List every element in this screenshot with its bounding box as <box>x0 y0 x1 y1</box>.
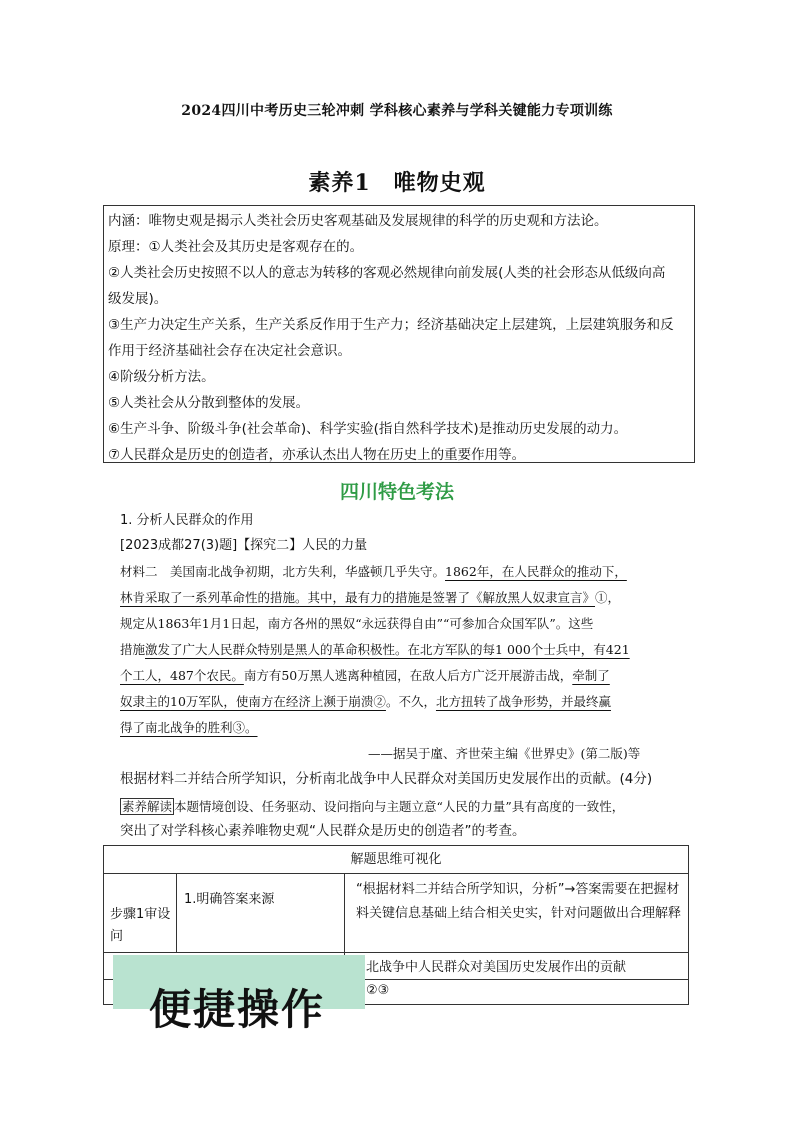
material-line-7 <box>120 715 258 741</box>
analysis-text: 本题情境创设、任务驱动、设问指向与主题立意“人民的力量”具有高度的一致性， <box>174 799 625 814</box>
material-line-5 <box>120 663 610 689</box>
principle-line: 内涵：唯物史观是揭示人类社会历史客观基础及发展规律的科学的历史观和方法论。 <box>108 213 608 229</box>
principle-line: ⑥生产斗争、阶级斗争(社会革命)、科学实验(指自然科学技术)是推动历史发展的动力。 <box>108 421 628 437</box>
material-line-1 <box>120 559 627 585</box>
quick-action-label: 便捷操作 <box>149 985 326 1034</box>
principle-line: ⑤人类社会从分散到整体的发展。 <box>108 395 310 411</box>
material-text: 。不久， <box>385 694 436 709</box>
material-line-4 <box>120 637 630 663</box>
principle-line: 级发展)。 <box>108 291 168 307</box>
material-underlined-text: 激发了广大人民群众特别是黑人的革命积极性。在北方军队的每1 000个士兵中，有421 <box>145 642 630 657</box>
material-text: 材料二 美国南北战争初期，北方失利，华盛顿几乎失守。 <box>120 564 446 579</box>
quick-action-banner[interactable] <box>113 955 365 1034</box>
table-divider <box>104 873 688 874</box>
principle-line: 作用于经济基础社会存在决定社会意识。 <box>108 343 351 359</box>
principle-line: ②人类社会历史按照不以人的意志为转移的客观必然规律向前发展(人类的社会形态从低级向高 <box>108 265 666 281</box>
material-underlined-text: 牵制了 <box>572 668 610 683</box>
analysis-tag: 素养解读 <box>122 799 173 814</box>
material-underlined-text: 北方扭转了战争形势，并最终赢 <box>435 694 611 709</box>
material-source: ——据吴于廑、齐世荣主编《世界史》(第二版)等 <box>368 746 641 761</box>
material-text: 南方有50万黑人逃离种植园，在敌人后方广泛开展游击战， <box>243 668 573 683</box>
table-divider <box>176 873 177 952</box>
material-text: ①， <box>595 590 621 605</box>
table-divider <box>104 952 688 953</box>
question-prompt: 根据材料二并结合所学知识，分析南北战争中人民群众对美国历史发展作出的贡献。(4分) <box>120 771 653 787</box>
analysis-line-2: 突出了对学科核心素养唯物史观“人民群众是历史的创造者”的考查。 <box>120 823 526 839</box>
table-row-text: ②③ <box>366 983 390 998</box>
material-line-3: 规定从1863年1月1日起，南方各州的黑奴“永远获得自由”“可参加合众国军队”。这些 <box>120 616 594 631</box>
step-description: “根据材料二并结合所学知识，分析”→答案需要在把握材料关键信息基础上结合相关史实，针对问题做出合理解释 <box>356 882 682 921</box>
step-subtitle: 1.明确答案来源 <box>184 892 275 907</box>
principle-line: ⑦人民群众是历史的创造者，亦承认杰出人物在历史上的重要作用等。 <box>108 447 526 463</box>
principle-box <box>103 205 695 463</box>
material-underlined-text: 10万军队，使南方在经济上濒于崩溃② <box>170 694 386 709</box>
section-heading: 素养1 唯物史观 <box>308 170 486 196</box>
material-underlined-text: 1862年，在人民群众的推动下， <box>445 564 627 579</box>
principle-line: ④阶级分析方法。 <box>108 369 215 385</box>
material-underlined-text: 林肯采取了一系列革命性的措施。其中，最有力的措施是签署了《解放黑人奴隶宣言》 <box>120 590 596 605</box>
principle-line: ③生产力决定生产关系，生产关系反作用于生产力；经济基础决定上层建筑，上层建筑服务和反 <box>108 317 674 333</box>
material-underlined-text: 得了南北战争的胜利③。 <box>120 720 258 735</box>
question-item-title: 1. 分析人民群众的作用 <box>120 513 254 528</box>
material-line-2 <box>120 585 620 611</box>
table-header: 解题思维可视化 <box>350 852 442 867</box>
feature-heading: 四川特色考法 <box>339 481 454 503</box>
step-label: 步骤1审设问 <box>110 907 171 944</box>
material-underlined-text: 奴隶主的 <box>120 694 171 709</box>
material-underlined-text: 个工人，487个农民。 <box>120 668 244 683</box>
analysis-line-1 <box>120 794 624 820</box>
principle-line: 原理：①人类社会及其历史是客观存在的。 <box>108 239 364 255</box>
material-text: 措施 <box>120 642 146 657</box>
question-source-tag: [2023成都27(3)题]【探究二】人民的力量 <box>120 538 368 553</box>
table-row-text: 北战争中人民群众对美国历史发展作出的贡献 <box>366 960 627 975</box>
document-title: 2024四川中考历史三轮冲刺 学科核心素养与学科关键能力专项训练 <box>181 103 613 119</box>
material-line-6 <box>120 689 611 715</box>
